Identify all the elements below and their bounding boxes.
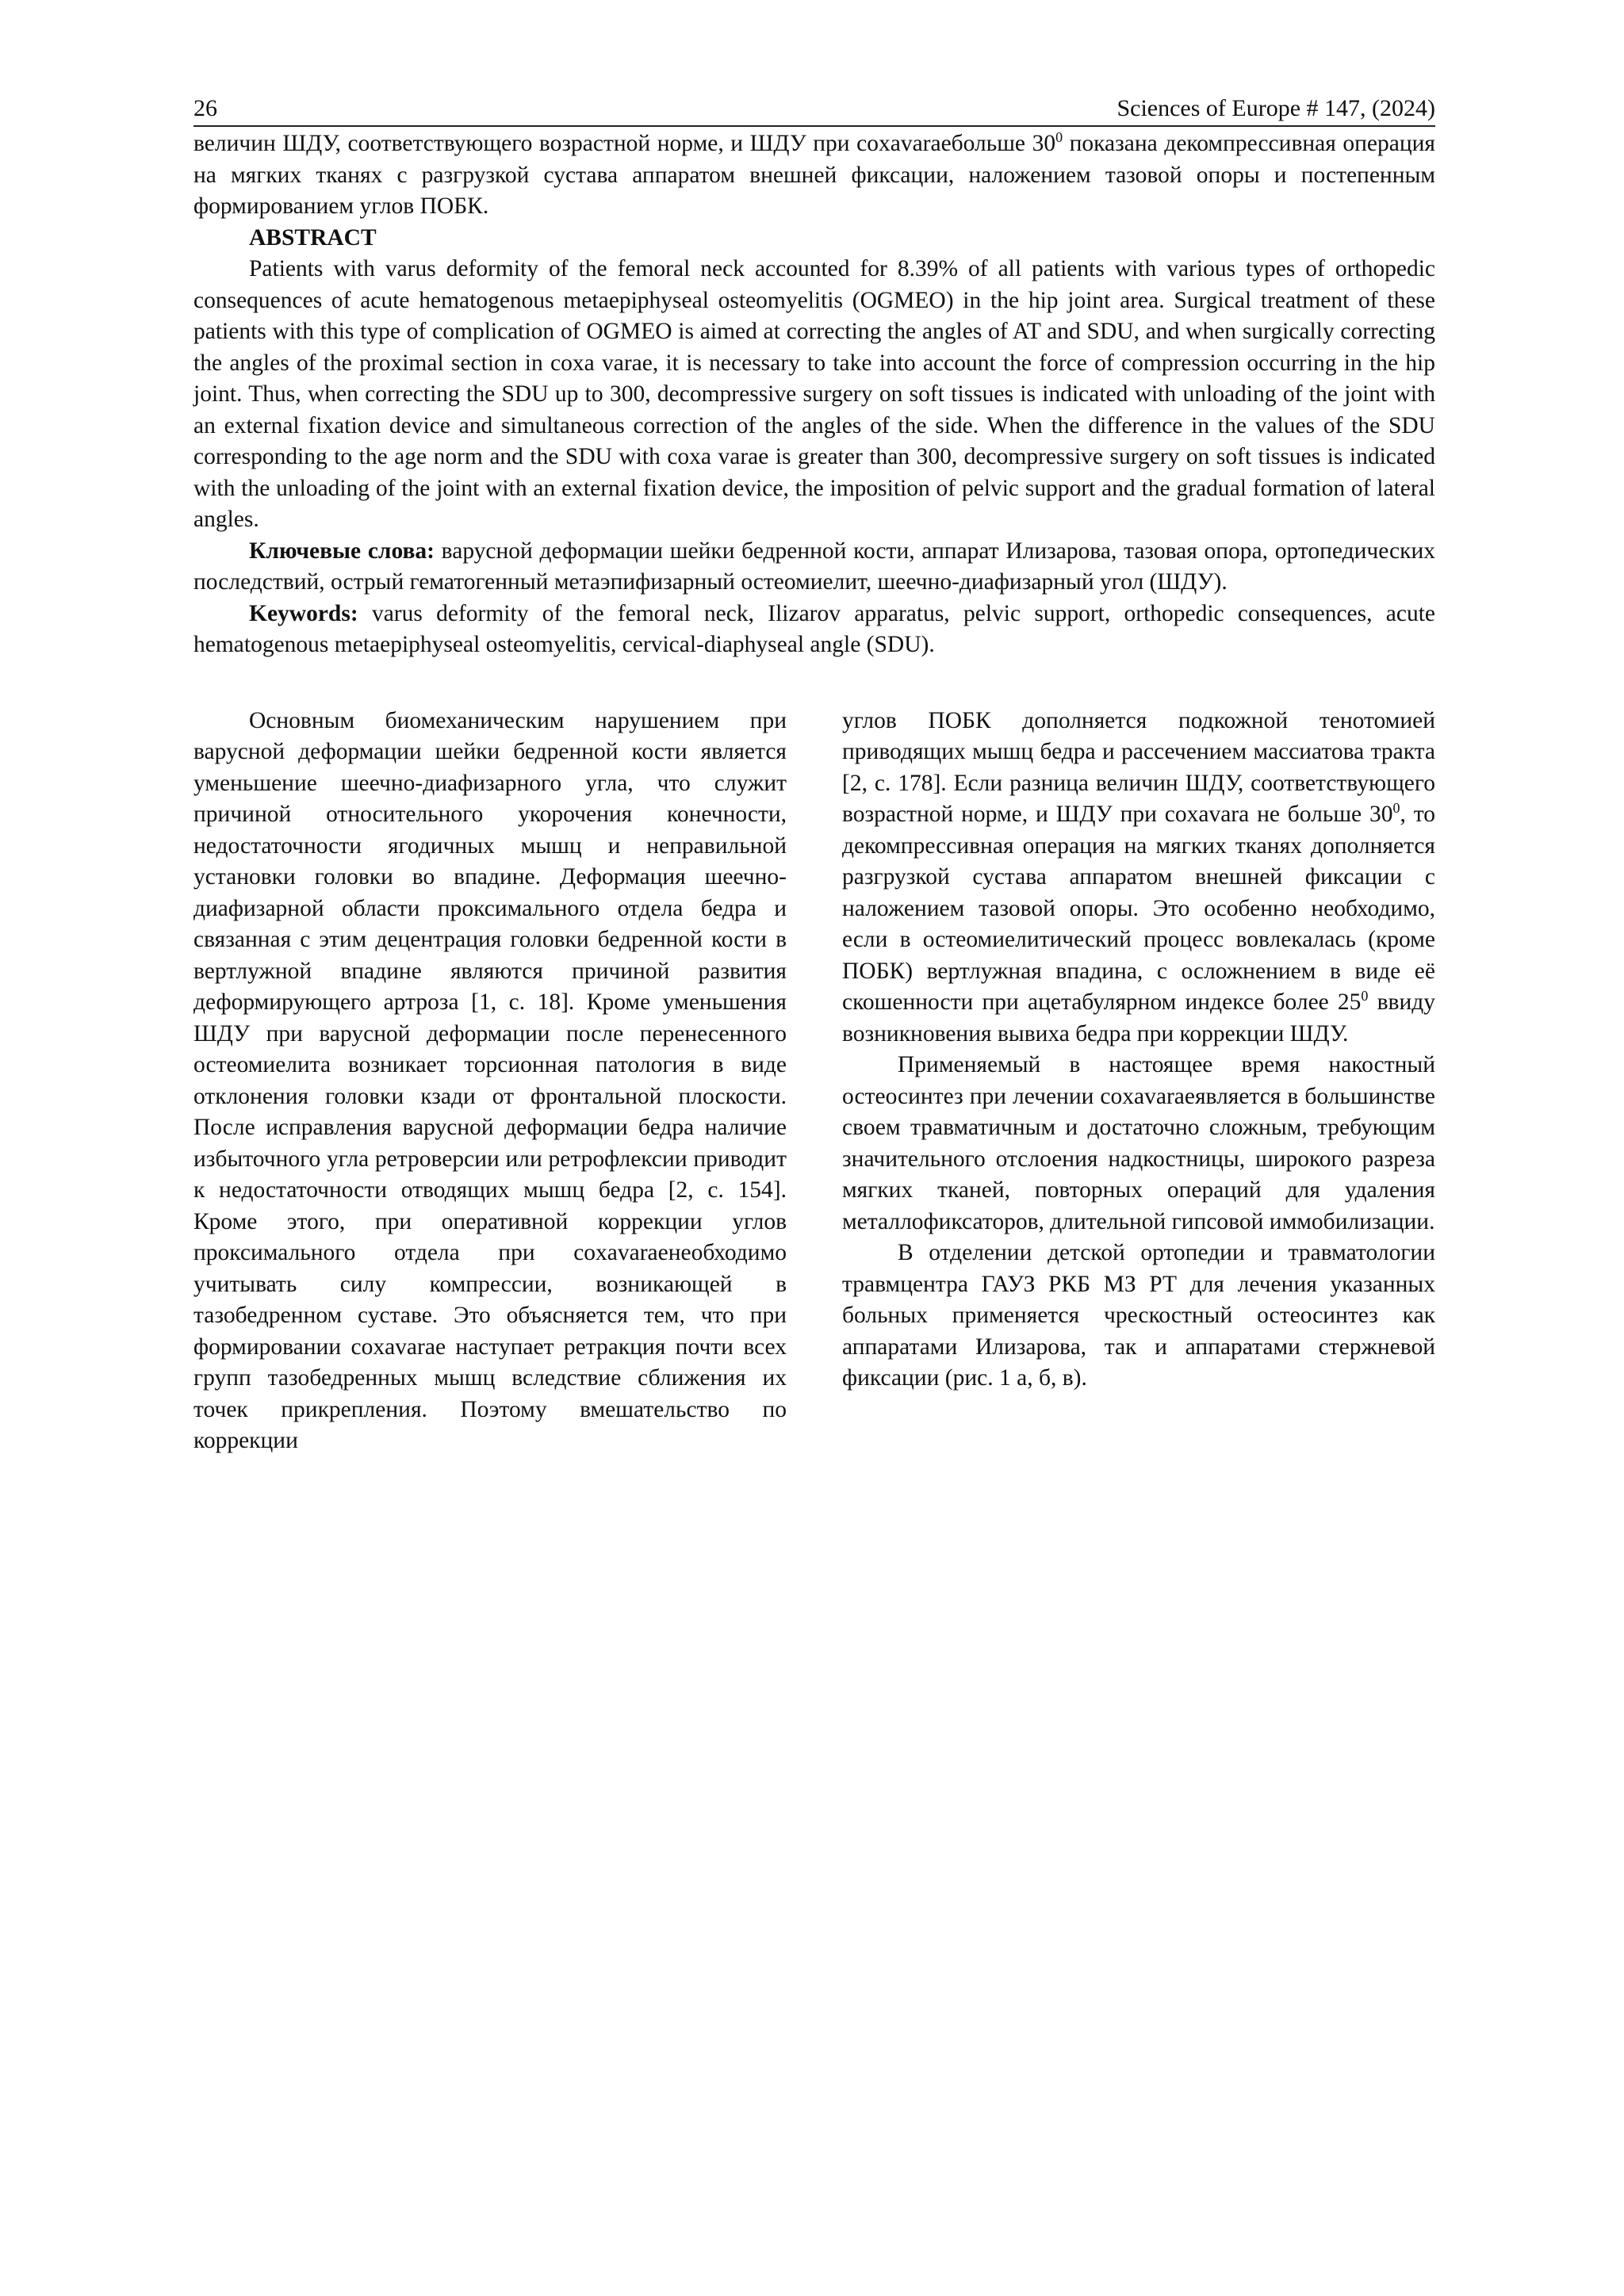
page <box>193 94 1435 1457</box>
keywords-ru-text: варусной деформации шейки бедренной кости, аппарат Илизарова, тазовая опора, ортопедических последствий, острый гематогенный метаэпифизарный остеомиелит, шеечно-диафизарный угол (ШДУ). <box>193 538 1435 595</box>
abstract-block <box>193 128 1435 661</box>
right-paragraph-2: Применяемый в настоящее время накостный остеосинтез при лечении coxavaraeявляется в большинстве своем травматичным и достаточно сложным, требующим значительного отслоения надкостницы, широкого разреза мягких тканей, повторных операций для удаления металлофиксаторов, длительной гипсовой иммобилизации. <box>842 1052 1435 1234</box>
running-header <box>193 94 1435 127</box>
keywords-en-label: Keywords: <box>249 600 358 626</box>
left-column <box>193 706 787 1457</box>
page-number: 26 <box>193 95 217 121</box>
right-column <box>842 706 1435 1457</box>
abstract-heading: ABSTRACT <box>249 224 377 251</box>
body-columns <box>193 706 1435 1457</box>
left-paragraph-1: Основным биомеханическим нарушением при варусной деформации шейки бедренной кости является уменьшение шеечно-диафизарного угла, что служит причиной относительного укорочения конечности, недостаточности ягодичных мышц и неправильной установки головки во впадине. Деформация шеечно-диафизарной области проксимального отдела бедра и связанная с этим децентрация головки бедренной кости в вертлужной впадине являются причиной развития деформирующего артроза [1, с. 18]. Кроме уменьшения ШДУ при варусной деформации после перенесенного остеомиелита возникает торсионная патология в виде отклонения головки кзади от фронтальной плоскости. После исправления варусной деформации бедра наличие избыточного угла ретроверсии или ретрофлексии приводит к недостаточности отводящих мышц бедра [2, с. 154]. Кроме этого, при оперативной коррекции углов проксимального отдела при coxavaraeнеобходимо учитывать силу компрессии, возникающей в тазобедренном суставе. Это объясняется тем, что при формировании coxavarae наступает ретракция почти всех групп тазобедренных мышц вследствие сближения их точек прикрепления. Поэтому вмешательство по коррекции <box>193 707 787 1453</box>
keywords-en <box>193 599 1435 661</box>
journal-title: Sciences of Europe # 147, (2024) <box>1116 95 1435 121</box>
right-paragraph-3: В отделении детской ортопедии и травматологии травмцентра ГАУЗ РКБ МЗ РТ для лечения указанных больных применяется чрескостный остеосинтез как аппаратами Илизарова, так и аппаратами стержневой фиксации (рис. 1 а, б, в). <box>842 1240 1435 1391</box>
keywords-ru <box>193 536 1435 599</box>
keywords-ru-label: Ключевые слова: <box>249 538 435 564</box>
keywords-en-text: varus deformity of the femoral neck, Ilizarov apparatus, pelvic support, orthopedic consequences, acute hematogenous metaepiphyseal osteomyelitis, cervical-diaphyseal angle (SDU). <box>193 600 1435 657</box>
right-paragraph-1: углов ПОБК дополняется подкожной тенотомией приводящих мышц бедра и рассечением массиатова тракта [2, с. 178]. Если разница величин ШДУ, соответствующего возрастной норме, и ШДУ при coxavara не больше $30^0$, то декомпрессивная операция на мягких тканях дополняется разгрузкой сустава аппаратом внешней фиксации с наложением тазовой опоры. Это особенно необходимо, если в остеомиелитический процесс вовлекалась (кроме ПОБК) вертлужная впадина, с осложнением в виде её скошенности при ацетабулярном индексе более $25^0$ ввиду возникновения вывиха бедра при коррекции ШДУ. <box>842 707 1435 1047</box>
russian-abstract-end: величин ШДУ, соответствующего возрастной норме, и ШДУ при coxavaraeбольше $30^0$ показана декомпрессивная операция на мягких тканях с разгрузкой сустава аппаратом внешней фиксации, наложением тазовой опоры и постепенным формированием углов ПОБК. <box>193 129 1435 219</box>
abstract-text: Patients with varus deformity of the femoral neck accounted for 8.39% of all patients with various types of orthopedic consequences of acute hematogenous metaepiphyseal osteomyelitis (OGMEO) in the hip joint area. Surgical treatment of these patients with this type of complication of OGMEO is aimed at correcting the angles of AT and SDU, and when surgically correcting the angles of the proximal section in coxa varae, it is necessary to take into account the force of compression occurring in the hip joint. Thus, when correcting the SDU up to 300, decompressive surgery on soft tissues is indicated with unloading of the joint with an external fixation device and simultaneous correction of the angles of the side. When the difference in the values of the SDU corresponding to the age norm and the SDU with coxa varae is greater than 300, decompressive surgery on soft tissues is indicated with the unloading of the joint with an external fixation device, the imposition of pelvic support and the gradual formation of lateral angles. <box>193 256 1435 532</box>
